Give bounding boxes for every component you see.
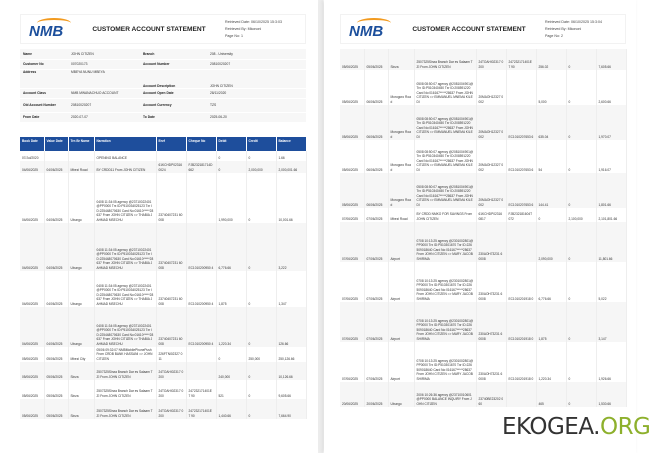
table-cell xyxy=(186,347,216,362)
to-date: 2025-06-20 xyxy=(207,112,306,122)
table-cell: 23740BE23202 060 xyxy=(476,382,506,407)
retrieved-date: Retrieved Date: 06/10/2025 15:3:04 xyxy=(545,19,602,24)
table-cell: 2,100,000 xyxy=(566,208,596,222)
account-number: 20810020207 xyxy=(207,59,306,69)
column-header: Debit xyxy=(216,137,246,151)
table-cell: 1,220.34 xyxy=(536,342,566,382)
page-header xyxy=(340,14,626,44)
table-cell: 2,000,001.66 xyxy=(276,161,306,173)
table-cell xyxy=(506,70,536,105)
table-cell: Airport xyxy=(388,222,414,262)
label: To Date xyxy=(140,112,207,122)
table-cell: 07/Jul/2020 xyxy=(20,151,44,161)
label: Customer No xyxy=(20,59,68,69)
table-cell: EC1010201918 0 xyxy=(506,342,536,382)
table-cell: 0408 11:34:05 agency @23710022401@PP0000 Trx ID:P510034025123 Txr ID:225448070630 Card No:01610*****28637 From JOHN CITIZEN => THABIA JAHMAD MSECHU xyxy=(94,271,156,307)
table-cell: 05/06/2025 xyxy=(340,140,364,173)
table-cell: 247232171401E7 90 xyxy=(186,380,216,399)
column-header: Balance xyxy=(276,137,306,151)
table-cell: 05/06/2025 xyxy=(44,399,68,419)
page-number: Page No: 1 xyxy=(225,33,243,38)
table-row xyxy=(20,362,306,380)
table-cell: 7,664.90 xyxy=(276,399,306,419)
branch: 208 - University xyxy=(207,49,306,59)
table-row xyxy=(20,161,306,173)
table-cell: 23740407231 60008 xyxy=(156,307,186,347)
table-cell: 0 xyxy=(246,271,276,307)
table-row xyxy=(20,307,306,347)
table-cell: Mbezi Road xyxy=(388,208,414,222)
column-header: Book Date xyxy=(20,137,44,151)
table-row xyxy=(20,399,306,419)
table-cell: Ubungo xyxy=(68,307,94,347)
account-currency: TZS xyxy=(207,98,306,112)
table-cell: 1,990,000 xyxy=(216,173,246,223)
table-cell: 05/06/2025 xyxy=(44,347,68,362)
label: Account Open Date xyxy=(140,88,207,98)
table-cell: 04/06/2025 xyxy=(44,161,68,173)
table-cell: 0508 08:50:07 agency @2081004901@Trx ID:P510340450 Txr ID:208591220 Card No:016167*****28637 From JOHN CITIZEN => EMMANUEL MNEMA KILEDI xyxy=(414,105,476,140)
transactions-table xyxy=(20,137,307,419)
table-cell: EC1010207653 6 xyxy=(506,173,536,208)
table-cell: 24TOAHI02317 0200 xyxy=(156,399,186,419)
table-cell: Airport xyxy=(388,262,414,302)
table-cell: 04/06/2025 xyxy=(44,223,68,271)
table-cell: Sinza xyxy=(68,362,94,380)
table-cell: Mbezi Road xyxy=(68,161,94,173)
table-cell: 06/06/2025 xyxy=(364,140,388,173)
table-cell: Airport xyxy=(388,342,414,382)
table-cell: 24TOAHI02317 0200 xyxy=(156,362,186,380)
table-cell: 226FTNI02327 011 xyxy=(156,347,186,362)
table-cell: 0 xyxy=(566,222,596,262)
table-cell: 3,147 xyxy=(596,302,626,342)
table-cell: 20MAOH12327 0002 xyxy=(476,140,506,173)
table-cell: 23740407231 60008 xyxy=(156,271,186,307)
table-cell: EC1010200950 4 xyxy=(186,271,216,307)
table-cell xyxy=(506,382,536,407)
table-cell xyxy=(156,151,186,161)
table-cell: 2,000,000 xyxy=(246,161,276,173)
column-header: Value Date xyxy=(44,137,68,151)
table-cell: 54 xyxy=(536,140,566,173)
table-row xyxy=(20,151,306,161)
table-cell: Morogoro Road xyxy=(388,70,414,105)
table-cell xyxy=(506,222,536,262)
table-row xyxy=(340,140,626,173)
retrieved-date: Retrieved Date: 06/10/2025 15:3:03 xyxy=(225,19,282,24)
table-cell: 0 xyxy=(566,105,596,140)
table-cell: EC1010207653 6 xyxy=(506,105,536,140)
table-cell: 0 xyxy=(246,173,276,223)
table-cell: 20MAOH12327 0002 xyxy=(476,70,506,105)
table-row xyxy=(340,342,626,382)
table-cell: 10,126.66 xyxy=(276,362,306,380)
table-cell: 07/06/2025 xyxy=(364,262,388,302)
table-cell: 0708 10:13:25 agency @2301002801@PP0000 Trx ID:P510301670 Txr ID:226509018640 Card No:016167*****28637 From JOHN CITIZEN => MARY JACOB SHIRIMA xyxy=(414,342,476,382)
label: Account Number xyxy=(140,59,207,69)
table-cell: 230AOH73231 60008 xyxy=(476,342,506,382)
table-cell: 6,776.66 xyxy=(536,262,566,302)
table-cell: 2507325Sinza Branch Dar es Salaam TZI From JOHN CITIZEN xyxy=(94,399,156,419)
table-cell: 0 xyxy=(536,208,566,222)
table-cell: 0 xyxy=(566,140,596,173)
table-cell: 0508 08:50:07 agency @2081004901@Trx ID:P510340450 Txr ID:208591220 Card No:016167*****28637 From JOHN CITIZEN => EMMANUEL MNEMA KILEDI xyxy=(414,173,476,208)
table-cell: 230AOH73231 60008 xyxy=(476,262,506,302)
table-cell: 0 xyxy=(566,262,596,302)
watermark: EKOGEA.ORG xyxy=(502,414,650,440)
table-cell: 0 xyxy=(566,173,596,208)
table-cell xyxy=(186,173,216,223)
from-date: 2020-07-07 xyxy=(68,112,140,122)
table-cell: EC1010201918 0 xyxy=(506,262,536,302)
table-cell: OPENING BALANCE xyxy=(94,151,156,161)
table-cell: 05/06 09:32:07 NMBMobilePhonePush From CRDB BANK HASSANI => JOHN CITIZEN xyxy=(94,347,156,362)
table-cell: BY CRDD NMKO FOR SAVINGS From JOHN CITIZEN xyxy=(414,208,476,222)
label: Account Class xyxy=(20,88,68,98)
table-cell: 0 xyxy=(566,70,596,105)
table-cell: 230AOH73231 60008 xyxy=(476,222,506,262)
table-cell: 11,801.66 xyxy=(596,222,626,262)
table-cell: 05/06/2025 xyxy=(340,70,364,105)
table-cell: 5,000 xyxy=(536,70,566,105)
table-row xyxy=(340,208,626,222)
table-cell: 0 xyxy=(566,49,596,70)
table-cell: 20MAOH12327 0002 xyxy=(476,105,506,140)
table-cell: 06/06/2025 xyxy=(364,70,388,105)
customer-number: 007020173 xyxy=(68,59,140,69)
table-cell: 20/06/2025 xyxy=(340,382,364,407)
table-cell: 1,347 xyxy=(276,271,306,307)
table-cell: 04/06/2025 xyxy=(20,173,44,223)
table-cell: Ubungo xyxy=(68,271,94,307)
table-cell: 0708 10:13:25 agency @2301002801@PP0000 Trx ID:P510301670 Txr ID:226509018640 Card No:016167*****28637 From JOHN CITIZEN => MARY JACOB SHIRIMA xyxy=(414,302,476,342)
table-cell: 465 xyxy=(536,382,566,407)
table-cell: 240,000 xyxy=(216,362,246,380)
table-cell: 2,090,000 xyxy=(536,222,566,262)
table-cell: 2,101,801.66 xyxy=(596,208,626,222)
label: Account Description xyxy=(140,69,207,88)
table-cell: 3,222 xyxy=(276,223,306,271)
table-cell: 0 xyxy=(216,151,246,161)
table-cell: 23740407231 60008 xyxy=(156,173,186,223)
table-row xyxy=(20,347,306,362)
table-cell: 521 xyxy=(216,380,246,399)
table-cell: 1,970.07 xyxy=(596,105,626,140)
table-cell: EC1010200950 4 xyxy=(186,307,216,347)
table-cell: 05/06/2025 xyxy=(340,105,364,140)
table-cell: 126.66 xyxy=(276,307,306,347)
table-cell: 06/06/2025 xyxy=(364,105,388,140)
table-cell: 05/06/2025 xyxy=(364,49,388,70)
table-cell: 06/06/2025 xyxy=(364,173,388,208)
table-cell: 1,875 xyxy=(216,271,246,307)
table-row xyxy=(340,49,626,70)
table-cell: 04/06/2025 xyxy=(20,161,44,173)
table-cell: FJB232181714D 662 xyxy=(186,161,216,173)
column-header: Trn Br Name xyxy=(68,137,94,151)
retrieval-meta xyxy=(225,19,305,40)
table-cell: 0 xyxy=(246,307,276,347)
column-header: Narration xyxy=(94,137,156,151)
table-cell: 04/06/2025 xyxy=(44,271,68,307)
table-cell: 05/06/2025 xyxy=(340,173,364,208)
table-cell: 0 xyxy=(566,302,596,342)
table-row xyxy=(340,302,626,342)
table-cell: 05/06/2025 xyxy=(44,380,68,399)
table-cell: 07/06/2025 xyxy=(364,208,388,222)
table-cell: Morogoro Road xyxy=(388,140,414,173)
table-cell xyxy=(186,362,216,380)
table-cell: 0 xyxy=(246,223,276,271)
table-row xyxy=(340,382,626,407)
account-open-date: 28/11/2020 xyxy=(207,88,306,98)
table-cell: 05/06/2025 xyxy=(20,362,44,380)
table-cell: 05/06/2025 xyxy=(20,347,44,362)
table-cell: 1,530.66 xyxy=(596,382,626,407)
table-cell: 2507325Sinza Branch Dar es Salaam TZI From JOHN CITIZEN xyxy=(94,362,156,380)
table-cell: 07/06/2025 xyxy=(364,342,388,382)
table-row xyxy=(20,173,306,223)
table-cell: 04/06/2025 xyxy=(20,307,44,347)
column-header: Credit xyxy=(246,137,276,151)
table-cell: 20/06/2025 xyxy=(364,382,388,407)
table-cell: EC1010207653 6 xyxy=(506,140,536,173)
table-cell: 04/06/2025 xyxy=(44,307,68,347)
table-row xyxy=(20,271,306,307)
page-header xyxy=(20,14,306,44)
column-header: Enrf xyxy=(156,137,186,151)
table-cell: EC1010201918 0 xyxy=(506,302,536,342)
label: Address xyxy=(20,69,68,88)
statement-page-1 xyxy=(4,0,316,453)
table-row xyxy=(20,223,306,271)
table-cell: 0 xyxy=(246,399,276,419)
table-row xyxy=(20,380,306,399)
table-row xyxy=(340,222,626,262)
table-cell: 247232171401E7 90 xyxy=(186,399,216,419)
table-cell: BY CRDD11 From JOHN CITIZEN xyxy=(94,161,156,173)
table-cell: 0 xyxy=(246,151,276,161)
table-cell: Mbezi City xyxy=(68,347,94,362)
table-cell: 07/06/2025 xyxy=(364,222,388,262)
table-cell: 10,001.66 xyxy=(276,173,306,223)
table-cell: 0 xyxy=(566,382,596,407)
table-cell: 20MAOH12327 0002 xyxy=(476,173,506,208)
table-cell: Sinza xyxy=(68,399,94,419)
table-cell: 144.41 xyxy=(536,173,566,208)
table-row xyxy=(340,70,626,105)
account-description: JOHN CITIZEN xyxy=(207,69,306,88)
table-cell: 07/06/2025 xyxy=(340,208,364,222)
label: Account Currency xyxy=(140,98,207,112)
label: Old Account Number xyxy=(20,98,68,112)
table-cell: Sinza xyxy=(388,49,414,70)
table-cell: 230AOH73231 60008 xyxy=(476,302,506,342)
table-cell: 9,605.66 xyxy=(276,380,306,399)
table-cell: 05/06/2025 xyxy=(44,362,68,380)
account-class: NMB MWANACHUO ACCOUNT xyxy=(68,88,140,98)
table-cell: 07/06/2025 xyxy=(340,342,364,382)
table-cell: 04/06/2025 xyxy=(20,223,44,271)
table-cell: 05/06/2025 xyxy=(340,49,364,70)
label: From Date xyxy=(20,112,68,122)
page-divider xyxy=(318,0,323,453)
table-cell: 0 xyxy=(216,161,246,173)
table-cell: Morogoro Road xyxy=(388,105,414,140)
table-cell: 1,440.66 xyxy=(216,399,246,419)
page-title: CUSTOMER ACCOUNT STATEMENT xyxy=(412,25,526,33)
table-cell: Ubungo xyxy=(68,173,94,223)
table-cell: 0408 11:34:05 agency @23710022401@PP0000 Trx ID:P510034025123 Txr ID:225448070630 Card No:01610*****28637 From JOHN CITIZEN => THABIA JAHMAD MSECHU xyxy=(94,223,156,271)
table-cell: 04/06/2025 xyxy=(20,271,44,307)
table-cell: 0 xyxy=(246,362,276,380)
transactions-table xyxy=(340,49,627,407)
table-cell: 1,916.07 xyxy=(596,140,626,173)
table-cell: 0708 10:13:25 agency @2301002801@PP0000 Trx ID:P510301670 Txr ID:226509018640 Card No:016167*****28637 From JOHN CITIZEN => MARY JACOB SHIRIMA xyxy=(414,262,476,302)
column-header: Cheque No xyxy=(186,137,216,151)
table-cell: FJB232181604T 072 xyxy=(506,208,536,222)
table-cell: 23740407231 60008 xyxy=(156,223,186,271)
table-cell: 07/06/2025 xyxy=(364,302,388,342)
table-cell: 07/06/2025 xyxy=(340,222,364,262)
nmb-logo: NMB xyxy=(21,14,73,44)
table-cell: 07/06/2025 xyxy=(340,262,364,302)
table-cell: 1,875 xyxy=(536,302,566,342)
table-cell xyxy=(68,151,94,161)
table-cell: 7,605.66 xyxy=(596,49,626,70)
statement-page-2 xyxy=(324,0,636,453)
table-row xyxy=(340,173,626,208)
nmb-logo: NMB xyxy=(341,14,393,44)
table-cell: Sinza xyxy=(68,380,94,399)
table-cell: EC1010200950 4 xyxy=(186,223,216,271)
table-cell: 0 xyxy=(246,380,276,399)
table-cell: 2006 10:26:36 agency @23710010601@PP0000 BALANCE INQUIRY From JOHN CITIZEN xyxy=(414,382,476,407)
table-cell: 0408 11:34:05 agency @23710022401@PP0000 Trx ID:P510034025123 Txr ID:225448070630 Card No:01610*****28637 From JOHN CITIZEN => THABIA JAHMAD MSECHU xyxy=(94,307,156,347)
table-cell: 0508 08:50:07 agency @2081004901@Trx ID:P510340450 Txr ID:208591220 Card No:016167*****28637 From JOHN CITIZEN => EMMANUEL MNEMA KILEDI xyxy=(414,140,476,173)
table-cell: Airport xyxy=(388,302,414,342)
table-cell: 256.02 xyxy=(536,49,566,70)
table-cell: 247232171401E7 90 xyxy=(506,49,536,70)
table-cell: Ubungo xyxy=(388,382,414,407)
table-cell: 0508 08:50:07 agency @2081004901@Trx ID:P510340450 Txr ID:208591220 Card No:016167*****28637 From JOHN CITIZEN => EMMANUEL MNEMA KILEDI xyxy=(414,70,476,105)
retrieved-by: Retrieved By: Mkononi xyxy=(225,26,262,31)
table-cell: 250,126.66 xyxy=(276,347,306,362)
page-number: Page No: 2 xyxy=(545,33,563,38)
table-cell: 635.04 xyxy=(536,105,566,140)
table-cell: 2,600.66 xyxy=(596,70,626,105)
table-cell: 5,022 xyxy=(596,262,626,302)
table-cell: 24TOAHI02317 0200 xyxy=(476,49,506,70)
table-cell: 2507325Sinza Branch Dar es Salaam TZI From JOHN CITIZEN xyxy=(94,380,156,399)
account-info-table xyxy=(20,49,306,123)
table-header-row xyxy=(20,137,306,151)
table-cell: 07/06/2025 xyxy=(340,302,364,342)
table-cell: 24TOAHI02317 0200 xyxy=(156,380,186,399)
retrieved-by: Retrieved By: Mkononi xyxy=(545,26,582,31)
table-cell xyxy=(44,151,68,161)
table-cell: 2507325Sinza Branch Dar es Salaam TZI From JOHN CITIZEN xyxy=(414,49,476,70)
table-cell: 1.66 xyxy=(276,151,306,161)
address: MBEYA NUNU MBEYA xyxy=(68,69,140,88)
table-cell: 04/06/2025 xyxy=(44,173,68,223)
table-cell: 250,000 xyxy=(246,347,276,362)
table-cell xyxy=(186,151,216,161)
customer-name: JOHN CITIZEN xyxy=(68,49,140,59)
table-cell: 05/06/2025 xyxy=(20,380,44,399)
table-cell: 0408 11:34:05 agency @23710022401@PP0000 Trx ID:P510034025123 Txr ID:225448070630 Card No:01610*****28637 From JOHN CITIZEN => THABIA JAHMAD MSECHU xyxy=(94,173,156,223)
table-cell: 0708 10:13:25 agency @2301002801@PP0000 Trx ID:P510301670 Txr ID:226509018640 Card No:016167*****28637 From JOHN CITIZEN => MARY JACOB SHIRIMA xyxy=(414,222,476,262)
table-cell: Morogoro Road xyxy=(388,173,414,208)
label: Name xyxy=(20,49,68,59)
table-cell: 1,220.34 xyxy=(216,307,246,347)
page-title: CUSTOMER ACCOUNT STATEMENT xyxy=(92,25,206,33)
retrieval-meta xyxy=(545,19,625,40)
table-cell: 61KCHDP02316 0817 xyxy=(476,208,506,222)
old-account-number: 20810020207 xyxy=(68,98,140,112)
table-cell: 0 xyxy=(566,342,596,382)
table-cell: 1,801.66 xyxy=(596,173,626,208)
table-cell: 6,776.66 xyxy=(216,223,246,271)
table-cell: 1,926.66 xyxy=(596,342,626,382)
table-row xyxy=(340,262,626,302)
table-cell: 05/06/2025 xyxy=(20,399,44,419)
label: Branch xyxy=(140,49,207,59)
table-cell: 0 xyxy=(216,347,246,362)
table-cell: 61KCHDP02316 0024 xyxy=(156,161,186,173)
table-row xyxy=(340,105,626,140)
table-cell: Ubungo xyxy=(68,223,94,271)
